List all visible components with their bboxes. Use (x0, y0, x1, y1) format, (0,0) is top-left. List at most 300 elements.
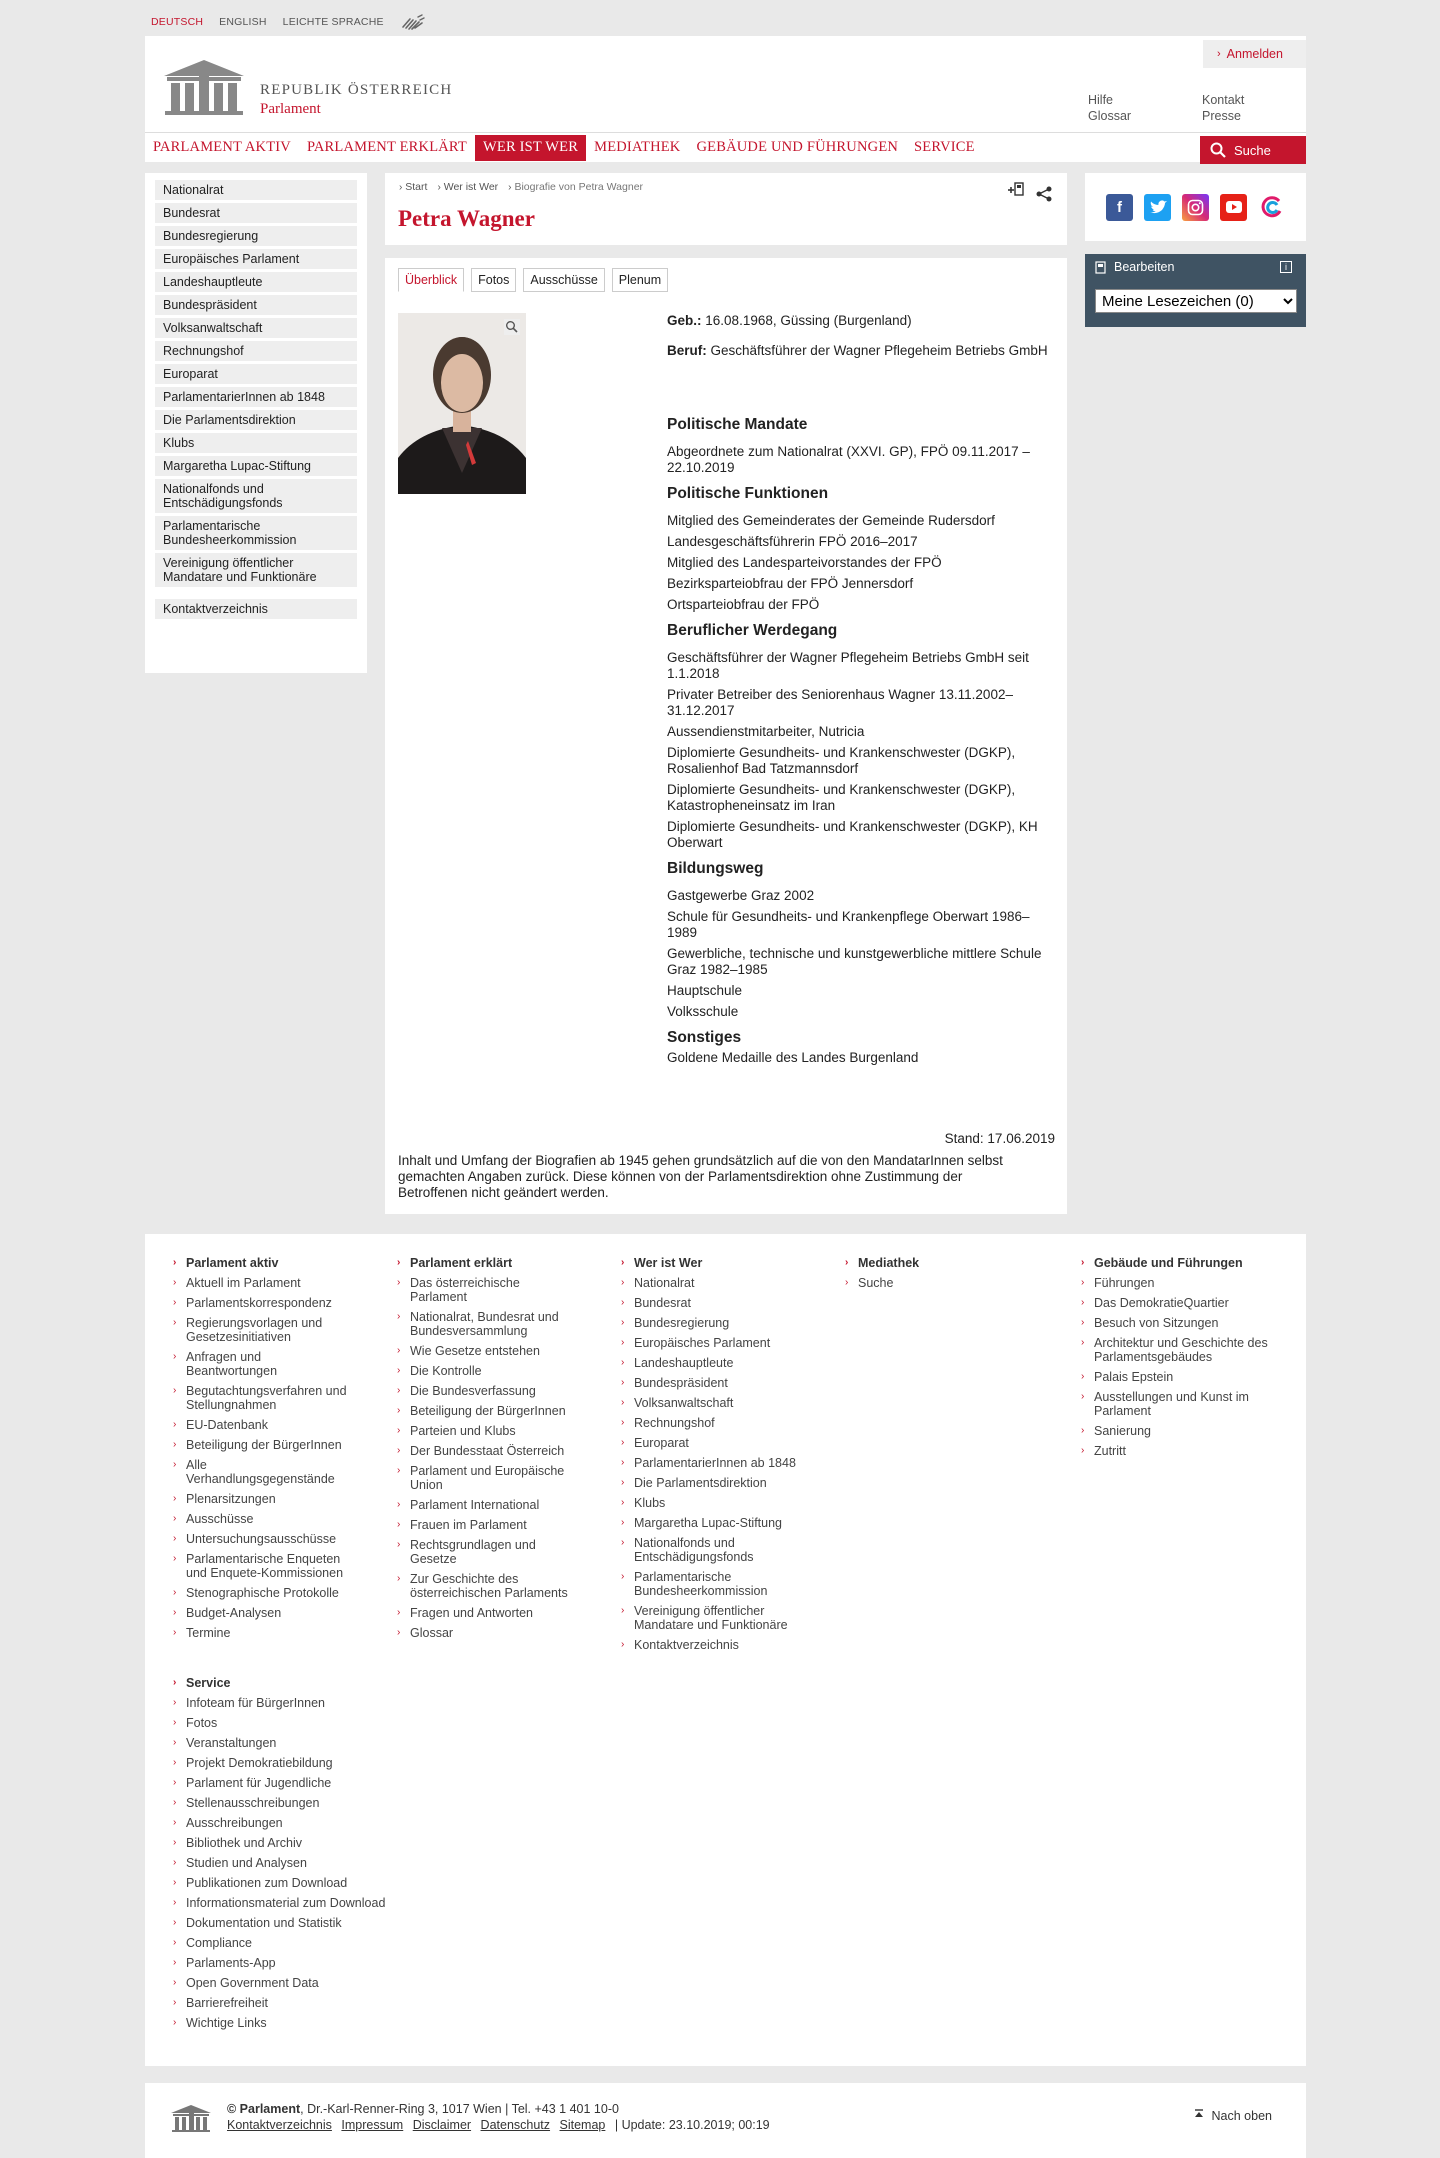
sitemap-link-label: Alle Verhandlungsgegenstände (186, 1458, 335, 1486)
chevron-right-icon: › (173, 1957, 177, 1968)
sitemap-link-label: Nationalrat (634, 1276, 695, 1290)
chevron-right-icon: › (621, 1639, 625, 1650)
sitemap-link[interactable] (1081, 1444, 1281, 1458)
sitemap-link[interactable] (621, 1638, 796, 1652)
chevron-right-icon: › (621, 1397, 625, 1408)
sitemap-heading[interactable] (1081, 1256, 1281, 1270)
sidebar-navigation (145, 173, 367, 673)
sitemap-link[interactable] (173, 1856, 413, 1870)
chevron-right-icon: › (173, 1757, 177, 1768)
sitemap-link-label: Bundesregierung (634, 1316, 730, 1330)
bookmark-edit-link[interactable]: Bearbeiten (1114, 260, 1175, 274)
sitemap-link[interactable] (173, 1512, 348, 1526)
brand-wordmark[interactable] (260, 82, 452, 118)
presse-link[interactable]: Presse (1202, 109, 1241, 123)
language-bar (151, 12, 426, 32)
sitemap-link[interactable] (397, 1538, 572, 1566)
sitemap-link[interactable] (397, 1444, 572, 1458)
sitemap-link-label: Das DemokratieQuartier (1094, 1296, 1229, 1310)
biography-disclaimer: Inhalt und Umfang der Biografien ab 1945 gehen grundsätzlich auf die von den MandatarInnen selbst gemachten Angaben zurück. Diese können von der Parlamentsdirektion ohne Zustimmung der Betroffenen nicht geändert werden. (398, 1153, 1003, 1200)
chevron-right-icon: › (173, 1439, 177, 1450)
list-item: Schule für Gesundheits- und Krankenpflege Oberwart 1986–1989 (667, 909, 1030, 940)
sidebar-item-kontaktverzeichnis[interactable]: Kontaktverzeichnis (155, 599, 357, 619)
chevron-right-icon: › (173, 1917, 177, 1928)
chevron-right-icon: › (399, 182, 403, 193)
arrow-up-icon (1194, 2109, 1204, 2121)
chevron-right-icon: › (621, 1357, 625, 1368)
sitemap-link[interactable] (621, 1296, 796, 1310)
sitemap-link[interactable] (397, 1404, 572, 1418)
bookmark-header (1095, 260, 1174, 274)
sidebar-item-europaeisches-parlament[interactable]: Europäisches Parlament (155, 249, 357, 269)
sitemap-link[interactable] (173, 1756, 413, 1770)
sitemap-link[interactable] (173, 1716, 413, 1730)
sitemap-link-label: Plenarsitzungen (186, 1492, 276, 1506)
tab-ueberblick[interactable]: Überblick (398, 268, 464, 292)
footer-parliament-logo[interactable] (169, 2103, 213, 2133)
chevron-right-icon: › (173, 1797, 177, 1808)
sitemap-link[interactable] (173, 1552, 348, 1580)
sidebar-item-bundesregierung[interactable]: Bundesregierung (155, 226, 357, 246)
sitemap-link[interactable] (173, 1316, 348, 1344)
sitemap-link-label: Untersuchungsausschüsse (186, 1532, 337, 1546)
sitemap-heading-label: Service (186, 1676, 231, 1690)
sitemap-link-label: Bibliothek und Archiv (186, 1836, 303, 1850)
breadcrumb-current: Biografie von Petra Wagner (514, 181, 644, 193)
sitemap-link[interactable] (173, 2016, 413, 2030)
sitemap-heading[interactable] (173, 1256, 348, 1270)
tab-plenum[interactable]: Plenum (612, 268, 668, 292)
sitemap-link[interactable] (397, 1606, 572, 1620)
chevron-right-icon: › (621, 1517, 625, 1528)
sitemap-link[interactable] (173, 1276, 348, 1290)
sitemap-link-label: Parlament für Jugendliche (186, 1776, 332, 1790)
sitemap-link-label: Parteien und Klubs (410, 1424, 516, 1438)
sitemap-heading-label: Wer ist Wer (634, 1256, 703, 1270)
chevron-right-icon: › (173, 1587, 177, 1598)
footer-link-kontaktverzeichnis[interactable]: Kontaktverzeichnis (227, 2118, 332, 2132)
list-item: Aussendienstmitarbeiter, Nutricia (667, 724, 865, 739)
chevron-right-icon: › (1081, 1297, 1085, 1308)
chevron-right-icon: › (173, 1277, 177, 1288)
sitemap-link-label: Das österreichische Parlament (410, 1276, 520, 1304)
sidebar-item-parlamentarierinnen[interactable]: ParlamentarierInnen ab 1848 (155, 387, 357, 407)
chevron-right-icon: › (173, 1419, 177, 1430)
kontakt-link[interactable]: Kontakt (1202, 93, 1245, 107)
sitemap-heading[interactable] (173, 1676, 413, 1690)
sitemap-link-label: Wie Gesetze entstehen (410, 1344, 540, 1358)
sitemap-link-label: Projekt Demokratiebildung (186, 1756, 333, 1770)
section-heading-bildungsweg: Bildungsweg (667, 860, 764, 877)
sitemap-link-label: Landeshauptleute (634, 1356, 734, 1370)
sitemap-link[interactable] (173, 1736, 413, 1750)
sitemap-link-label: Parlament und Europäische Union (410, 1464, 565, 1492)
chevron-right-icon: › (397, 1345, 401, 1356)
brand-line-1: REPUBLIK ÖSTERREICH (260, 82, 453, 98)
sitemap-link[interactable] (397, 1626, 572, 1640)
sitemap-link[interactable] (397, 1310, 572, 1338)
section-heading-werdegang: Beruflicher Werdegang (667, 622, 838, 639)
sitemap-link[interactable] (621, 1336, 796, 1350)
sitemap-link-label: Veranstaltungen (186, 1736, 277, 1750)
list-item: Gewerbliche, technische und kunstgewerbliche mittlere Schule Graz 1982–1985 (667, 946, 1042, 977)
chevron-right-icon: › (397, 1573, 401, 1584)
social-links (1085, 173, 1306, 241)
chevron-right-icon: › (173, 1317, 177, 1328)
sitemap-link-label: Parlaments-App (186, 1956, 276, 1970)
chevron-right-icon: › (173, 1877, 177, 1888)
sidebar-item-rechnungshof[interactable]: Rechnungshof (155, 341, 357, 361)
sitemap-link-label: Beteiligung der BürgerInnen (186, 1438, 342, 1452)
site-header (145, 36, 1306, 162)
chevron-right-icon: › (173, 1977, 177, 1988)
footer-link-datenschutz[interactable]: Datenschutz (480, 2118, 551, 2132)
nav-parlament-erklaert[interactable]: PARLAMENT ERKLÄRT (306, 139, 467, 155)
sitemap-link[interactable] (397, 1276, 572, 1304)
chevron-right-icon: › (397, 1519, 401, 1530)
breadcrumb-wer-ist-wer[interactable]: Wer ist Wer (443, 181, 499, 193)
tab-fotos[interactable]: Fotos (471, 268, 516, 292)
search-label: Suche (1234, 142, 1271, 158)
sitemap-column-parlament-erklaert (397, 1256, 572, 1646)
footer-address (227, 2101, 770, 2133)
sitemap-link[interactable] (621, 1396, 796, 1410)
list-item: Landesgeschäftsführerin FPÖ 2016–2017 (667, 534, 918, 549)
footer-link-disclaimer[interactable]: Disclaimer (412, 2118, 472, 2132)
sitemap-link[interactable] (621, 1376, 796, 1390)
footer-sitemap (145, 1234, 1306, 2066)
sidebar-item-nationalfonds[interactable]: Nationalfonds und Entschädigungsfonds (155, 479, 357, 513)
lang-deutsch-link[interactable]: DEUTSCH (151, 16, 204, 28)
sitemap-link[interactable] (173, 1296, 348, 1310)
sitemap-link-label: Beteiligung der BürgerInnen (410, 1404, 566, 1418)
chevron-right-icon: › (397, 1277, 401, 1288)
nav-gebaeude-fuehrungen[interactable]: GEBÄUDE UND FÜHRUNGEN (696, 139, 899, 155)
sitemap-link-label: Informationsmaterial zum Download (186, 1896, 386, 1910)
facebook-icon[interactable]: f (1106, 194, 1133, 221)
chevron-right-icon: › (173, 1257, 177, 1268)
sitemap-link[interactable] (173, 1586, 348, 1600)
share-icon[interactable] (1035, 185, 1053, 203)
sitemap-link-label: Die Parlamentsdirektion (634, 1476, 767, 1490)
sitemap-link[interactable] (1081, 1370, 1281, 1384)
list-item: Privater Betreiber des Seniorenhaus Wagner 13.11.2002–31.12.2017 (667, 687, 1013, 718)
nav-wer-ist-wer[interactable]: WER IST WER (475, 135, 586, 161)
sitemap-link[interactable] (173, 1606, 348, 1620)
sitemap-link[interactable] (845, 1276, 1020, 1290)
sitemap-link[interactable] (173, 1896, 413, 1910)
section-heading-sonstiges: Sonstiges (667, 1029, 742, 1046)
sitemap-link[interactable] (173, 1696, 413, 1710)
sitemap-link[interactable] (1081, 1424, 1281, 1438)
search-button[interactable] (1200, 136, 1306, 164)
sitemap-link[interactable] (621, 1570, 796, 1598)
footer-org: © Parlament (227, 2102, 301, 2116)
sitemap-link[interactable] (621, 1496, 796, 1510)
sitemap-link[interactable] (173, 1956, 413, 1970)
glossar-link[interactable]: Glossar (1088, 109, 1132, 123)
chevron-right-icon: › (397, 1607, 401, 1618)
sidebar-item-bundespraesident[interactable]: Bundespräsident (155, 295, 357, 315)
list-item: Geschäftsführer der Wagner Pflegeheim Betriebs GmbH seit 1.1.2018 (667, 650, 1029, 681)
chevron-right-icon: › (173, 2017, 177, 2028)
footer-link-impressum[interactable]: Impressum (341, 2118, 404, 2132)
sitemap-link-label: Führungen (1094, 1276, 1155, 1290)
list-item: Abgeordnete zum Nationalrat (XXVI. GP), FPÖ 09.11.2017 – 22.10.2019 (667, 444, 1030, 475)
sitemap-heading[interactable] (845, 1256, 1020, 1270)
sitemap-heading-label: Mediathek (858, 1256, 920, 1270)
sitemap-link[interactable] (173, 1996, 413, 2010)
sitemap-column-wer-ist-wer (621, 1256, 796, 1658)
sitemap-column-parlament-aktiv (173, 1256, 348, 1646)
sitemap-link[interactable] (1081, 1336, 1281, 1364)
chevron-right-icon: › (397, 1445, 401, 1456)
sitemap-link-label: Volksanwaltschaft (634, 1396, 734, 1410)
sitemap-link-label: Besuch von Sitzungen (1094, 1316, 1219, 1330)
chevron-right-icon: › (397, 1365, 401, 1376)
chevron-right-icon: › (397, 1499, 401, 1510)
chevron-right-icon: › (508, 182, 512, 193)
sitemap-link-label: Zutritt (1094, 1444, 1126, 1458)
sitemap-link[interactable] (621, 1316, 796, 1330)
sitemap-link[interactable] (621, 1456, 796, 1470)
sitemap-link[interactable] (173, 1492, 348, 1506)
chevron-right-icon: › (1081, 1317, 1085, 1328)
sitemap-link-label: Ausschüsse (186, 1512, 254, 1526)
breadcrumb-start[interactable]: Start (405, 181, 428, 193)
nav-parlament-aktiv[interactable]: PARLAMENT AKTIV (153, 139, 291, 155)
youtube-icon[interactable] (1220, 194, 1247, 221)
chevron-right-icon: › (173, 1897, 177, 1908)
chevron-right-icon: › (1081, 1337, 1085, 1348)
sitemap-link-label: Frauen im Parlament (410, 1518, 527, 1532)
zoom-icon[interactable] (504, 319, 520, 335)
sitemap-link-label: EU-Datenbank (186, 1418, 268, 1432)
sitemap-link[interactable] (173, 1836, 413, 1850)
sidebar-item-klubs[interactable]: Klubs (155, 433, 357, 453)
chevron-right-icon: › (1081, 1425, 1085, 1436)
chevron-right-icon: › (173, 1997, 177, 2008)
page-title: Petra Wagner (398, 206, 535, 231)
chevron-right-icon: › (621, 1377, 625, 1388)
sitemap-link-label: Ausschreibungen (186, 1816, 283, 1830)
instagram-icon[interactable] (1182, 194, 1209, 221)
sitemap-link[interactable] (621, 1436, 796, 1450)
nav-mediathek[interactable]: MEDIATHEK (594, 139, 681, 155)
portrait-photo[interactable] (398, 313, 526, 494)
sitemap-link[interactable] (173, 1626, 348, 1640)
sitemap-link-label: ParlamentarierInnen ab 1848 (634, 1456, 796, 1470)
back-to-top-link[interactable] (1194, 2109, 1272, 2123)
sitemap-link-label: Bundesrat (634, 1296, 691, 1310)
sidebar-item-europarat[interactable]: Europarat (155, 364, 357, 384)
sitemap-link[interactable] (173, 1532, 348, 1546)
chevron-right-icon: › (1081, 1371, 1085, 1382)
sidebar-item-nationalrat[interactable]: Nationalrat (155, 180, 357, 200)
sitemap-link[interactable] (397, 1364, 572, 1378)
sitemap-link-label: Fragen und Antworten (410, 1606, 533, 1620)
chevron-right-icon: › (397, 1385, 401, 1396)
list-item: Mitglied des Landesparteivorstandes der FPÖ (667, 555, 942, 570)
sitemap-link[interactable] (397, 1518, 572, 1532)
sitemap-link-label: Dokumentation und Statistik (186, 1916, 342, 1930)
brand-line-2: Parlament (260, 101, 321, 117)
sitemap-link-label: Regierungsvorlagen und Gesetzesinitiativen (186, 1316, 323, 1344)
sitemap-link-label: Barrierefreiheit (186, 1996, 268, 2010)
sitemap-link[interactable] (1081, 1316, 1281, 1330)
chevron-right-icon: › (397, 1257, 401, 1268)
login-button[interactable] (1203, 40, 1306, 68)
sitemap-link-label: Parlamentskorrespondenz (186, 1296, 332, 1310)
sitemap-link-label: Parlamentarische Enqueten und Enquete-Kommissionen (186, 1552, 344, 1580)
sitemap-link[interactable] (173, 1458, 348, 1486)
sitemap-link[interactable] (1081, 1276, 1281, 1290)
main-navigation (145, 132, 1306, 162)
sitemap-link-label: Vereinigung öffentlicher Mandatare und Funktionäre (634, 1604, 788, 1632)
chevron-right-icon: › (397, 1311, 401, 1322)
chevron-right-icon: › (621, 1571, 625, 1582)
lang-english-link[interactable]: ENGLISH (219, 16, 267, 28)
sitemap-link[interactable] (397, 1344, 572, 1358)
sitemap-link[interactable] (1081, 1296, 1281, 1310)
add-bookmark-icon[interactable] (1007, 181, 1025, 199)
sitemap-link-label: Infoteam für BürgerInnen (186, 1696, 325, 1710)
sitemap-link-label: Nationalrat, Bundesrat und Bundesversammlung (410, 1310, 559, 1338)
chevron-right-icon: › (397, 1627, 401, 1638)
chevron-right-icon: › (621, 1257, 625, 1268)
birth-info: Geb.: 16.08.1968, Güssing (Burgenland) (667, 313, 912, 328)
sidebar-item-parlamentsdirektion[interactable]: Die Parlamentsdirektion (155, 410, 357, 430)
sitemap-link[interactable] (173, 1384, 348, 1412)
footer-link-sitemap[interactable]: Sitemap (559, 2118, 606, 2132)
sitemap-link[interactable] (397, 1572, 572, 1600)
breadcrumb (399, 181, 643, 193)
chevron-right-icon: › (621, 1337, 625, 1348)
chevron-right-icon: › (397, 1539, 401, 1550)
sidebar-item-bundesheerkommission[interactable]: Parlamentarische Bundesheerkommission (155, 516, 357, 550)
sitemap-link[interactable] (173, 1976, 413, 1990)
sitemap-link[interactable] (173, 1776, 413, 1790)
list-item: Diplomierte Gesundheits- und Krankenschwester (DGKP), Rosalienhof Bad Tatzmannsdorf (667, 745, 1016, 776)
sitemap-link[interactable] (173, 1796, 413, 1810)
sitemap-link[interactable] (173, 1438, 348, 1452)
sitemap-link[interactable] (397, 1384, 572, 1398)
help-links (1088, 92, 1131, 124)
sitemap-link-label: Open Government Data (186, 1976, 319, 1990)
sitemap-link[interactable] (173, 1916, 413, 1930)
title-card (385, 173, 1067, 245)
sitemap-link[interactable] (173, 1816, 413, 1830)
parliament-logo[interactable] (159, 56, 249, 116)
sitemap-link[interactable] (621, 1516, 796, 1530)
last-updated-stand: Stand: 17.06.2019 (944, 1131, 1055, 1146)
sidebar-item-lupac-stiftung[interactable]: Margaretha Lupac-Stiftung (155, 456, 357, 476)
sitemap-link-label: Anfragen und Beantwortungen (186, 1350, 278, 1378)
chevron-right-icon: › (621, 1277, 625, 1288)
chevron-right-icon: › (397, 1425, 401, 1436)
sign-language-icon[interactable] (400, 13, 426, 31)
chevron-right-icon: › (173, 1777, 177, 1788)
list-item: Mitglied des Gemeinderates der Gemeinde Rudersdorf (667, 513, 995, 528)
chevron-right-icon: › (173, 1385, 177, 1396)
sitemap-link[interactable] (173, 1418, 348, 1432)
nav-service[interactable]: SERVICE (914, 139, 975, 155)
chevron-right-icon: › (621, 1537, 625, 1548)
sitemap-link[interactable] (397, 1424, 572, 1438)
sitemap-link[interactable] (173, 1876, 413, 1890)
sitemap-link-label: Begutachtungsverfahren und Stellungnahmen (186, 1384, 347, 1412)
sitemap-link-label: Der Bundesstaat Österreich (410, 1444, 565, 1458)
contact-links (1202, 92, 1244, 124)
chevron-right-icon: › (173, 1297, 177, 1308)
chevron-right-icon: › (173, 1513, 177, 1524)
hilfe-link[interactable]: Hilfe (1088, 93, 1114, 107)
twitter-icon[interactable] (1144, 194, 1171, 221)
sidebar-item-volksanwaltschaft[interactable]: Volksanwaltschaft (155, 318, 357, 338)
sitemap-link-label: Rechnungshof (634, 1416, 715, 1430)
sitemap-link[interactable] (397, 1464, 572, 1492)
list-item: Volksschule (667, 1004, 739, 1019)
chevron-right-icon: › (173, 1459, 177, 1470)
sitemap-link-label: Glossar (410, 1626, 454, 1640)
info-icon[interactable]: i (1280, 261, 1292, 273)
sidebar-item-vereinigung[interactable]: Vereinigung öffentlicher Mandatare und Funktionäre (155, 553, 357, 587)
chevron-right-icon: › (173, 1533, 177, 1544)
sidebar-item-bundesrat[interactable]: Bundesrat (155, 203, 357, 223)
sitemap-link[interactable] (621, 1476, 796, 1490)
sitemap-column-mediathek (845, 1256, 1020, 1296)
flickr-icon[interactable] (1258, 194, 1285, 221)
sitemap-link[interactable] (621, 1276, 796, 1290)
sitemap-link-label: Ausstellungen und Kunst im Parlament (1094, 1390, 1249, 1418)
chevron-right-icon: › (1081, 1445, 1085, 1456)
sitemap-heading[interactable] (621, 1256, 796, 1270)
back-to-top-label: Nach oben (1211, 2109, 1272, 2123)
sitemap-link-label: Wichtige Links (186, 2016, 267, 2030)
sitemap-link[interactable] (397, 1498, 572, 1512)
sitemap-link[interactable] (1081, 1390, 1281, 1418)
sitemap-column-gebaeude (1081, 1256, 1281, 1464)
sitemap-link[interactable] (621, 1356, 796, 1370)
sitemap-link[interactable] (621, 1604, 796, 1632)
chevron-right-icon: › (173, 1677, 177, 1688)
chevron-right-icon: › (173, 1697, 177, 1708)
tab-ausschuesse[interactable]: Ausschüsse (523, 268, 604, 292)
sitemap-link-label: Die Kontrolle (410, 1364, 482, 1378)
chevron-right-icon: › (621, 1605, 625, 1616)
occupation-info: Beruf: Geschäftsführer der Wagner Pflegeheim Betriebs GmbH (667, 343, 1048, 358)
bookmark-select[interactable] (1095, 289, 1297, 313)
sitemap-link[interactable] (173, 1936, 413, 1950)
sitemap-link-label: Zur Geschichte des österreichischen Parlaments (410, 1572, 568, 1600)
lang-leichte-sprache-link[interactable]: LEICHTE SPRACHE (282, 16, 384, 28)
sitemap-link-label: Europarat (634, 1436, 689, 1450)
sitemap-heading-label: Gebäude und Führungen (1094, 1256, 1243, 1270)
chevron-right-icon: › (173, 1737, 177, 1748)
chevron-right-icon: › (621, 1297, 625, 1308)
sitemap-link[interactable] (621, 1416, 796, 1430)
list-item: Hauptschule (667, 983, 743, 998)
sidebar-item-landeshauptleute[interactable]: Landeshauptleute (155, 272, 357, 292)
biography-text (667, 313, 1057, 1071)
sitemap-link[interactable] (173, 1350, 348, 1378)
sitemap-link-label: Suche (858, 1276, 894, 1290)
sitemap-heading[interactable] (397, 1256, 572, 1270)
chevron-right-icon: › (845, 1257, 849, 1268)
sitemap-link[interactable] (621, 1536, 796, 1564)
tab-bar (398, 268, 668, 292)
chevron-right-icon: › (621, 1317, 625, 1328)
